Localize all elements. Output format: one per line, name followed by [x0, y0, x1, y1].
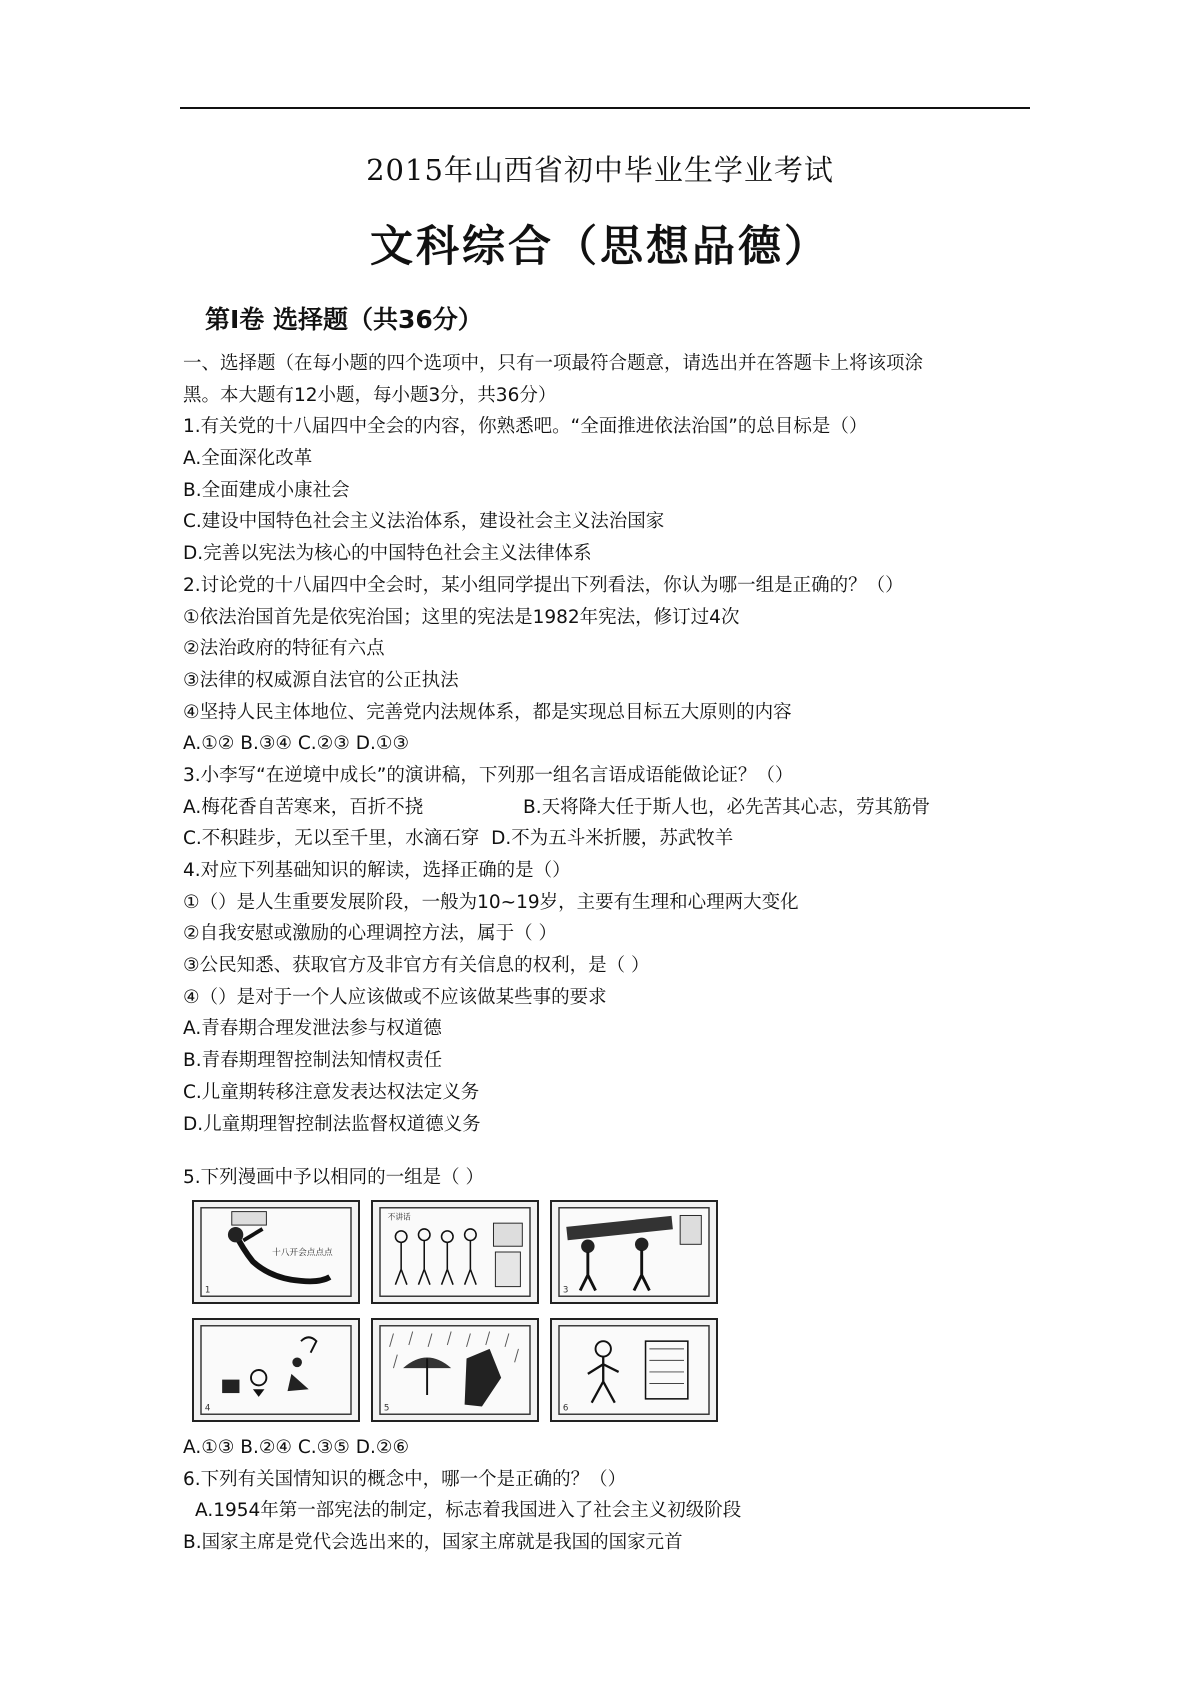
comic-1-caption: 十八开会点点点 — [272, 1247, 333, 1258]
q6-stem: 6.下列有关国情知识的概念中，哪一个是正确的？（） — [183, 1468, 627, 1490]
svg-text:3: 3 — [562, 1285, 569, 1296]
comic-objects-icon — [194, 1320, 358, 1420]
comic-panel-1 — [192, 1200, 360, 1304]
q2-statement-1: ①依法治国首先是依宪治国；这里的宪法是1982年宪法，修订过4次 — [183, 606, 740, 628]
q2-statement-2: ②法治政府的特征有六点 — [183, 638, 385, 660]
q1-option-d: D.完善以宪法为核心的中国特色社会主义法律体系 — [183, 543, 592, 565]
q4-option-b: B.青春期理智控制法知情权责任 — [183, 1050, 443, 1072]
q2-statement-3: ③法律的权威源自法官的公正执法 — [183, 669, 459, 691]
q4-statement-4: ④（）是对于一个人应该做或不应该做某些事的要求 — [183, 986, 607, 1008]
q3-option-b: B.天将降大任于斯人也，必先苦其心志，劳其筋骨 — [523, 796, 931, 818]
header-rule — [180, 107, 1030, 109]
q4-option-c: C.儿童期转移注意发表达权法定义务 — [183, 1081, 480, 1103]
q5-stem: 5.下列漫画中予以相同的一组是（ ） — [183, 1167, 485, 1189]
q2-options: A.①② B.③④ C.②③ D.①③ — [183, 733, 410, 755]
q4-statement-2: ②自我安慰或激励的心理调控方法，属于（ ） — [183, 923, 557, 945]
comic-figure-reclining-icon — [194, 1202, 358, 1302]
q3-options-ab — [183, 792, 1033, 824]
svg-text:5: 5 — [383, 1403, 390, 1414]
svg-text:1: 1 — [204, 1285, 211, 1296]
q2-stem: 2.讨论党的十八届四中全会时，某小组同学提出下列看法，你认为哪一组是正确的？（） — [183, 574, 904, 596]
q1-stem: 1.有关党的十八届四中全会的内容，你熟悉吧。“全面推进依法治国”的总目标是（） — [183, 416, 868, 438]
exam-title: 2015年山西省初中毕业生学业考试 — [366, 153, 834, 187]
q1-option-a: A.全面深化改革 — [183, 448, 313, 470]
svg-text:4: 4 — [204, 1403, 211, 1414]
intro-line-2: 黑。本大题有12小题，每小题3分，共36分） — [183, 384, 557, 406]
q4-stem: 4.对应下列基础知识的解读，选择正确的是（） — [183, 860, 571, 881]
comic-rain-umbrella-icon — [373, 1320, 537, 1420]
question-body — [183, 348, 1033, 1559]
exam-subtitle: 文科综合（思想品德） — [370, 222, 830, 272]
intro-line-1: 一、选择题（在每小题的四个选项中，只有一项最符合题意，请选出并在答题卡上将该项涂 — [183, 353, 924, 374]
q4-option-d: D.儿童期理智控制法监督权道德义务 — [183, 1113, 481, 1135]
svg-text:6: 6 — [562, 1403, 569, 1414]
q5-options: A.①③ B.②④ C.③⑤ D.②⑥ — [183, 1436, 410, 1458]
comic-panel-4 — [192, 1318, 360, 1422]
comic-panel-2 — [371, 1200, 539, 1304]
q3-options-cd — [183, 823, 1033, 855]
q4-option-a: A.青春期合理发泄法参与权道德 — [183, 1018, 442, 1040]
comic-carrying-log-icon — [552, 1202, 716, 1302]
q1-option-b: B.全面建成小康社会 — [183, 479, 350, 501]
q2-statement-4: ④坚持人民主体地位、完善党内法规体系，都是实现总目标五大原则的内容 — [183, 701, 792, 723]
section-heading: 第Ⅰ卷 选择题（共36分） — [205, 305, 483, 334]
q3-option-d: D.不为五斗米折腰，苏武牧羊 — [491, 828, 734, 850]
comic-panel-3 — [550, 1200, 718, 1304]
comic-grid — [192, 1200, 1033, 1422]
comic-walking-figure-icon — [552, 1320, 716, 1420]
q6-option-b: B.国家主席是党代会选出来的，国家主席就是我国的国家元首 — [183, 1531, 683, 1553]
q3-stem: 3.小李写“在逆境中成长”的演讲稿，下列那一组名言语成语能做论证？（） — [183, 764, 794, 786]
q6-option-a: A.1954年第一部宪法的制定，标志着我国进入了社会主义初级阶段 — [195, 1500, 742, 1522]
comic-panel-5 — [371, 1318, 539, 1422]
q1-option-c: C.建设中国特色社会主义法治体系，建设社会主义法治国家 — [183, 511, 665, 533]
q4-statement-3: ③公民知悉、获取官方及非官方有关信息的权利，是（ ） — [183, 955, 650, 977]
comic-2-caption: 不讲话 — [387, 1212, 411, 1222]
q3-option-c: C.不积跬步，无以至千里，水滴石穿 — [183, 828, 480, 850]
q4-statement-1: ①（）是人生重要发展阶段，一般为10~19岁，主要有生理和心理两大变化 — [183, 891, 799, 913]
comic-panel-6 — [550, 1318, 718, 1422]
q3-option-a: A.梅花香自苦寒来，百折不挠 — [183, 796, 424, 818]
comic-crowd-icon — [373, 1202, 537, 1302]
